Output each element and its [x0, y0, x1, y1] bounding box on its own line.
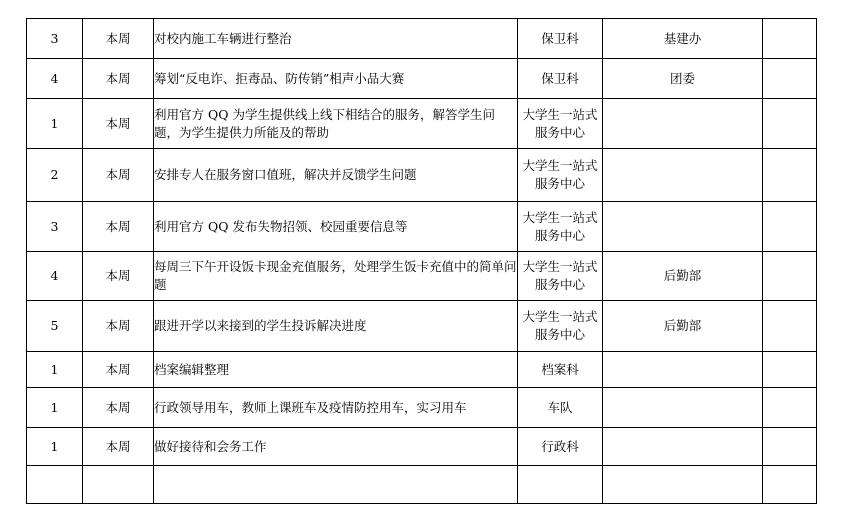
row-content: 筹划“反电诈、拒毒品、防传销”相声小品大赛	[154, 59, 518, 99]
table-row	[27, 428, 817, 466]
row-department: 车队	[518, 388, 603, 428]
row-content: 每周三下午开设饭卡现金充值服务，处理学生饭卡充值中的简单问题	[154, 252, 518, 301]
table-row	[27, 352, 817, 388]
row-assisting-department: 基建办	[603, 19, 763, 59]
row-week	[83, 466, 154, 504]
row-note	[763, 388, 817, 428]
row-number: 1	[27, 99, 83, 149]
row-assisting-department	[603, 388, 763, 428]
row-content: 行政领导用车，教师上课班车及疫情防控用车，实习用车	[154, 388, 518, 428]
row-week: 本周	[83, 202, 154, 252]
table-row	[27, 149, 817, 202]
row-number: 3	[27, 202, 83, 252]
table-row	[27, 388, 817, 428]
row-department: 行政科	[518, 428, 603, 466]
row-number: 1	[27, 428, 83, 466]
row-week: 本周	[83, 19, 154, 59]
row-content: 利用官方 QQ 发布失物招领、校园重要信息等	[154, 202, 518, 252]
row-week: 本周	[83, 428, 154, 466]
row-content: 利用官方 QQ 为学生提供线上线下相结合的服务，解答学生问题，为学生提供力所能及的帮助	[154, 99, 518, 149]
row-department: 大学生一站式服务中心	[518, 99, 603, 149]
row-note	[763, 428, 817, 466]
row-number: 1	[27, 352, 83, 388]
row-note	[763, 99, 817, 149]
work-schedule-table	[26, 18, 817, 504]
row-week: 本周	[83, 352, 154, 388]
row-assisting-department	[603, 352, 763, 388]
row-content	[154, 466, 518, 504]
table-row	[27, 19, 817, 59]
row-week: 本周	[83, 301, 154, 352]
row-department: 保卫科	[518, 19, 603, 59]
row-assisting-department	[603, 99, 763, 149]
table-row	[27, 59, 817, 99]
row-assisting-department	[603, 428, 763, 466]
row-number: 3	[27, 19, 83, 59]
table-row	[27, 252, 817, 301]
row-assisting-department: 团委	[603, 59, 763, 99]
row-note	[763, 352, 817, 388]
row-week: 本周	[83, 59, 154, 99]
row-note	[763, 59, 817, 99]
row-content: 对校内施工车辆进行整治	[154, 19, 518, 59]
row-content: 做好接待和会务工作	[154, 428, 518, 466]
row-number: 4	[27, 252, 83, 301]
row-week: 本周	[83, 252, 154, 301]
table-row	[27, 99, 817, 149]
row-note	[763, 252, 817, 301]
row-department: 大学生一站式服务中心	[518, 301, 603, 352]
row-note	[763, 202, 817, 252]
row-department: 档案科	[518, 352, 603, 388]
row-note	[763, 149, 817, 202]
row-number: 2	[27, 149, 83, 202]
row-note	[763, 301, 817, 352]
row-assisting-department	[603, 149, 763, 202]
row-week: 本周	[83, 388, 154, 428]
row-department: 保卫科	[518, 59, 603, 99]
row-assisting-department	[603, 466, 763, 504]
table-row	[27, 301, 817, 352]
row-content: 档案编辑整理	[154, 352, 518, 388]
row-assisting-department	[603, 202, 763, 252]
row-number: 5	[27, 301, 83, 352]
row-note	[763, 19, 817, 59]
row-assisting-department: 后勤部	[603, 252, 763, 301]
row-assisting-department: 后勤部	[603, 301, 763, 352]
table-row	[27, 466, 817, 504]
row-department: 大学生一站式服务中心	[518, 149, 603, 202]
row-number	[27, 466, 83, 504]
row-content: 安排专人在服务窗口值班，解决并反馈学生问题	[154, 149, 518, 202]
row-department	[518, 466, 603, 504]
row-week: 本周	[83, 99, 154, 149]
row-department: 大学生一站式服务中心	[518, 252, 603, 301]
row-note	[763, 466, 817, 504]
row-number: 1	[27, 388, 83, 428]
row-department: 大学生一站式服务中心	[518, 202, 603, 252]
row-number: 4	[27, 59, 83, 99]
row-content: 跟进开学以来接到的学生投诉解决进度	[154, 301, 518, 352]
row-week: 本周	[83, 149, 154, 202]
table-row	[27, 202, 817, 252]
